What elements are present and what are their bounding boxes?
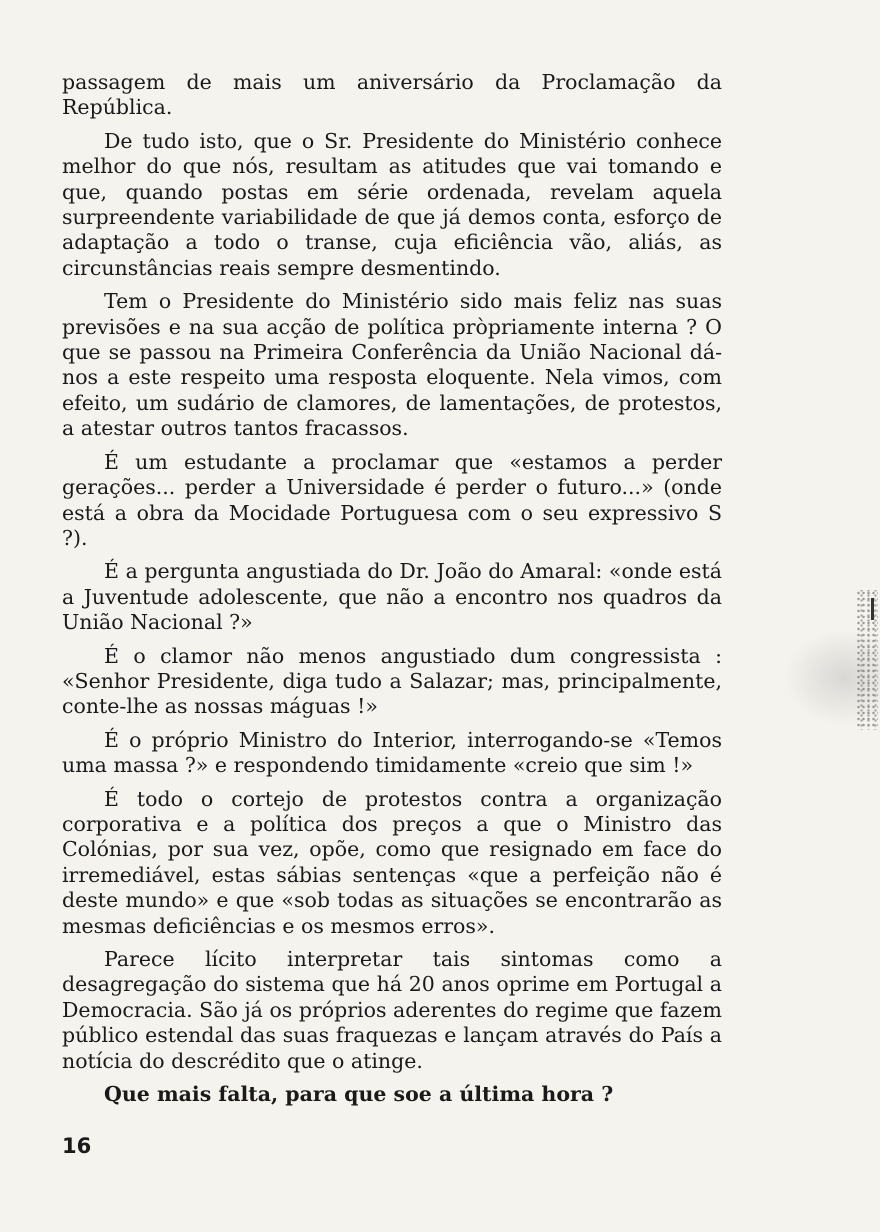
- paragraph-2: De tudo isto, que o Sr. Presidente do Ministério conhece melhor do que nós, resultam as atitudes que vai tomando e que, quando postas em série ordenada, revelam aquela surpreendente variabilidade de que já demos conta, esforço de adaptação a todo o transe, cuja eficiência vão, aliás, as circunstâncias reais sempre desmentindo.: [62, 128, 722, 280]
- paragraph-5: É a pergunta angustiada do Dr. João do Amaral: «onde está a Juventude adolescente, que não a encontro nos quadros da União Nacional ?»: [62, 559, 722, 635]
- paragraph-6: É o clamor não menos angustiado dum congressista : «Senhor Presidente, diga tudo a Salazar; mas, principalmente, conte-lhe as nossas máguas !»: [62, 643, 722, 719]
- paragraph-7: É o próprio Ministro do Interior, interrogando-se «Temos uma massa ?» e respondendo timidamente «creio que sim !»: [62, 727, 722, 778]
- paragraph-3: Tem o Presidente do Ministério sido mais feliz nas suas previsões e na sua acção de política pròpriamente interna ? O que se passou na Primeira Conferência da União Nacional dá-nos a este respeito uma resposta eloquente. Nela vimos, com efeito, um sudário de clamores, de lamentações, de protestos, a atestar outros tantos fracassos.: [62, 289, 722, 441]
- body-text: [62, 70, 722, 1107]
- page-number: 16: [62, 1134, 92, 1158]
- closing-question: Que mais falta, para que soe a última hora ?: [104, 1082, 614, 1107]
- paragraph-8: É todo o cortejo de protestos contra a organização corporativa e a política dos preços a que o Ministro das Colónias, por sua vez, opõe, como que resignado em face do irremediável, estas sábias sentenças «que a perfeição não é deste mundo» e que «sob todas as situações se encontrarão as mesmas deficiências e os mesmos erros».: [62, 786, 722, 938]
- paragraph-4: É um estudante a proclamar que «estamos a perder gerações... perder a Universidade é perder o futuro...» (onde está a obra da Mocidade Portuguesa com o seu expressivo S ?).: [62, 449, 722, 550]
- print-speckle-decoration: [856, 590, 878, 730]
- paragraph-1: passagem de mais um aniversário da Proclamação da República.: [62, 70, 722, 120]
- edge-mark-decoration: [871, 598, 874, 620]
- paragraph-9: Parece lícito interpretar tais sintomas como a desagregação do sistema que há 20 anos oprime em Portugal a Democracia. São já os próprios aderentes do regime que fazem público estendal das suas fraquezas e lançam através do País a notícia do descrédito que o atinge.: [62, 947, 722, 1073]
